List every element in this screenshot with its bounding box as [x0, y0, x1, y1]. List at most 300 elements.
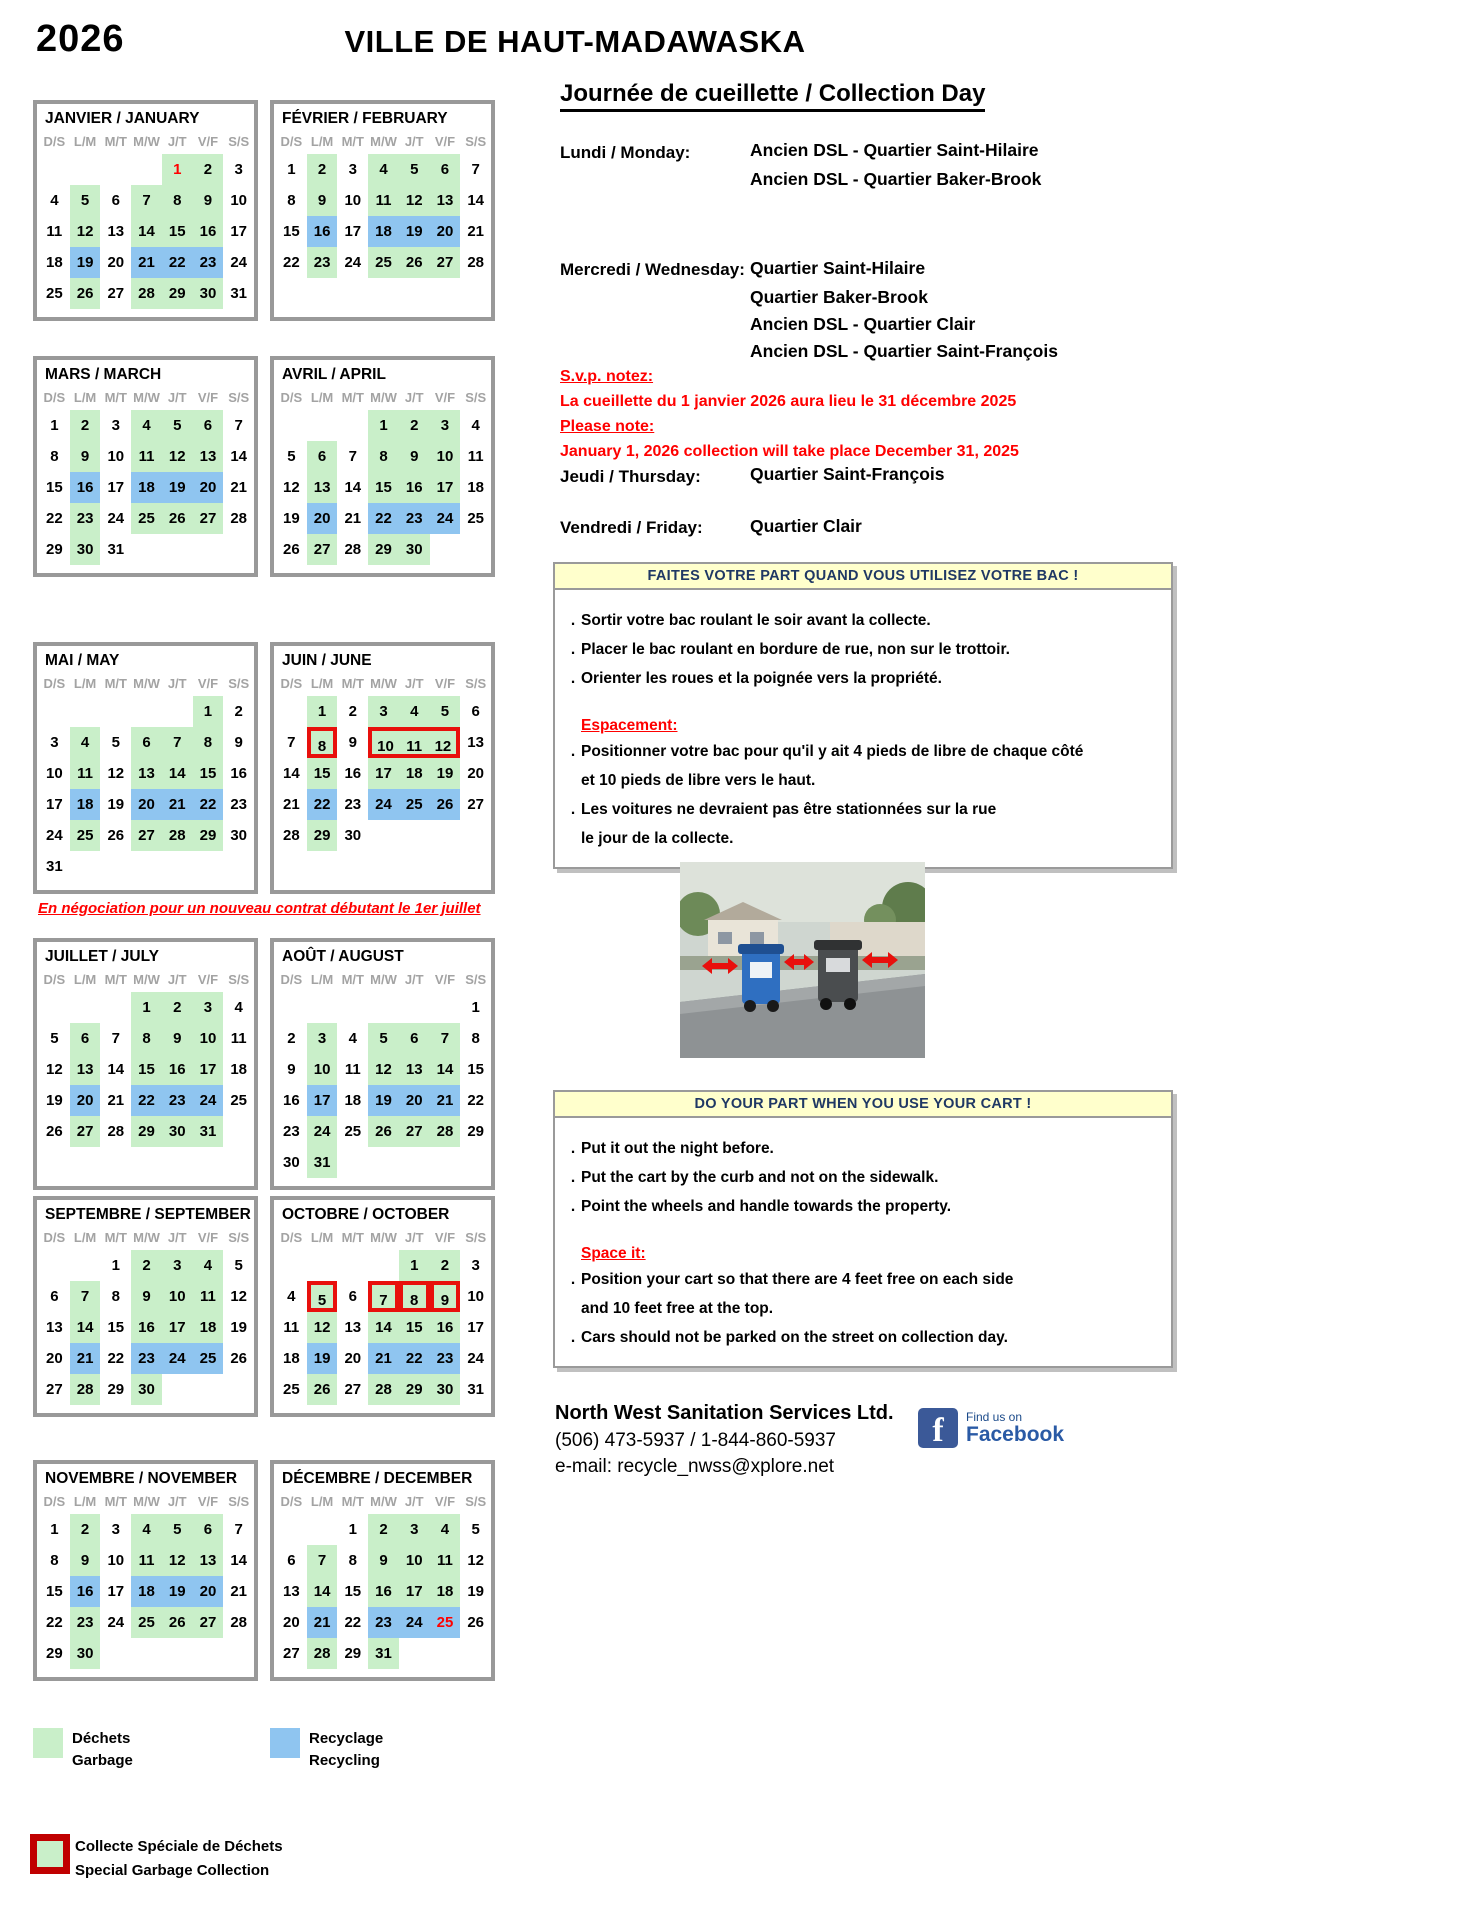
weekday-header [37, 1230, 254, 1250]
weekday-label: M/W [370, 390, 397, 405]
calendar-day: 25 [131, 503, 162, 534]
calendar-day: 20 [430, 216, 461, 247]
bullet-item [565, 1192, 1161, 1221]
calendar-day: 25 [430, 1607, 461, 1638]
calendar-week [274, 1343, 491, 1374]
weekday-label: S/S [228, 390, 250, 405]
calendar-day: 12 [368, 1054, 399, 1085]
calendar-day: 11 [131, 441, 162, 472]
bullet-item [565, 737, 1161, 766]
calendar-day: 8 [471, 1030, 480, 1047]
calendar-day: 14 [307, 1576, 338, 1607]
calendar-day: 19 [162, 1576, 193, 1607]
calendar-day: 11 [430, 1545, 461, 1576]
calendar-day: 8 [399, 1281, 430, 1312]
calendar-day: 2 [307, 154, 338, 185]
calendar-day: 5 [307, 1281, 338, 1312]
calendar-week [274, 1374, 491, 1405]
weekday-label: V/F [197, 1494, 219, 1509]
calendar-day: 16 [399, 472, 430, 503]
weekday-label: V/F [434, 390, 456, 405]
calendar-day: 15 [107, 1319, 125, 1336]
calendar-week [274, 1281, 491, 1312]
bullet-text: Cars should not be parked on the street on collection day. [581, 1329, 1008, 1346]
calendar-day-empty [70, 851, 101, 882]
facebook-badge [918, 1408, 1064, 1448]
calendar-week [37, 185, 254, 216]
collection-day-heading: Journée de cueillette / Collection Day [560, 80, 985, 112]
label-monday: Lundi / Monday: [560, 143, 691, 162]
calendar-day: 3 [471, 1257, 480, 1274]
calendar-day: 7 [471, 161, 480, 178]
calendar-day: 21 [131, 247, 162, 278]
calendar-day-empty [100, 851, 131, 882]
bullet-item-continuation [565, 1294, 1161, 1323]
month-title: FÉVRIER / FEBRUARY [282, 110, 448, 127]
monday-value-2: Ancien DSL - Quartier Baker-Brook [750, 169, 1042, 189]
calendar-day: 10 [230, 192, 248, 209]
calendar-week [37, 1545, 254, 1576]
calendar-day: 18 [131, 1576, 162, 1607]
photo-grey-cart [814, 940, 862, 1010]
calendar-day-empty [162, 1374, 193, 1405]
calendar-day: 12 [307, 1312, 338, 1343]
bullet-dot: . [570, 1169, 576, 1186]
calendar-day: 24 [107, 510, 125, 527]
calendar-week [37, 154, 254, 185]
calendar-day: 29 [46, 1645, 63, 1662]
calendar-day: 25 [399, 789, 430, 820]
weekday-label: M/W [133, 676, 160, 691]
weekday-header [37, 134, 254, 154]
month-title: OCTOBRE / OCTOBER [282, 1206, 450, 1223]
calendar-week [274, 1054, 491, 1085]
calendar-day: 16 [193, 216, 224, 247]
calendar-day: 11 [70, 758, 101, 789]
calendar-day: 21 [283, 796, 300, 813]
calendar-week [37, 1250, 254, 1281]
weekday-label: M/W [133, 134, 160, 149]
calendar-day: 20 [193, 1576, 224, 1607]
weekday-label: V/F [434, 1230, 456, 1245]
calendar-day: 15 [46, 1583, 63, 1600]
calendar-day: 30 [399, 534, 430, 565]
calendar-day-empty [39, 696, 70, 727]
calendar-week [37, 851, 254, 882]
calendar-day: 31 [467, 1381, 485, 1398]
calendar-day: 20 [283, 1614, 300, 1631]
calendar-day-empty [307, 1250, 338, 1281]
calendar-day-empty [368, 992, 399, 1023]
calendar-month [270, 356, 495, 577]
calendar-day: 18 [430, 1576, 461, 1607]
calendar-day: 29 [307, 820, 338, 851]
weekday-label: L/M [73, 134, 97, 149]
weekday-label: V/F [197, 1230, 219, 1245]
page-year: 2026 [36, 18, 125, 60]
calendar-day: 25 [368, 247, 399, 278]
calendar-day: 10 [344, 192, 362, 209]
calendar-day: 27 [430, 247, 461, 278]
calendar-day: 15 [467, 1061, 485, 1078]
calendar-day: 7 [368, 1281, 399, 1312]
facebook-icon: f [918, 1408, 958, 1448]
special-label-fr: Collecte Spéciale de Déchets [75, 1838, 283, 1855]
calendar-day: 10 [430, 441, 461, 472]
calendar-day: 2 [193, 154, 224, 185]
calendar-week [37, 1116, 254, 1147]
calendar-week [274, 1312, 491, 1343]
calendar-day: 3 [430, 410, 461, 441]
weekday-label: L/M [310, 134, 334, 149]
weekday-label: V/F [434, 1494, 456, 1509]
weekday-label: L/M [73, 1230, 97, 1245]
month-title: MARS / MARCH [45, 366, 162, 383]
calendar-day: 5 [399, 154, 430, 185]
weekday-label: S/S [228, 676, 250, 691]
calendar-day: 1 [348, 1521, 357, 1538]
calendar-day: 25 [131, 1607, 162, 1638]
calendar-day: 19 [467, 1583, 485, 1600]
calendar-day: 23 [368, 1607, 399, 1638]
bullet-dot: . [570, 743, 576, 760]
calendar-day-empty [460, 534, 491, 565]
calendar-day: 5 [430, 696, 461, 727]
calendar-day: 4 [471, 417, 480, 434]
calendar-day: 18 [344, 1092, 362, 1109]
calendar-day: 2 [70, 1514, 101, 1545]
calendar-day-empty [223, 1374, 254, 1405]
label-wednesday: Mercredi / Wednesday: [560, 260, 745, 279]
calendar-day: 9 [131, 1281, 162, 1312]
calendar-day: 28 [230, 1614, 248, 1631]
calendar-day: 28 [70, 1374, 101, 1405]
weekday-header [37, 676, 254, 696]
calendar-week [274, 1147, 491, 1178]
calendar-day: 1 [287, 161, 296, 178]
calendar-day: 10 [467, 1288, 485, 1305]
calendar-day: 1 [50, 417, 59, 434]
weekday-label: M/W [370, 676, 397, 691]
calendar-day: 23 [131, 1343, 162, 1374]
bullet-text: Placer le bac roulant en bordure de rue, non sur le trottoir. [581, 641, 1010, 658]
calendar-day-empty [399, 1638, 430, 1669]
weekday-label: M/T [104, 390, 127, 405]
weekday-label: D/S [43, 972, 66, 987]
garbage-label-en: Garbage [72, 1752, 133, 1769]
weekday-header [274, 972, 491, 992]
calendar-day: 13 [283, 1583, 300, 1600]
calendar-month [33, 938, 258, 1190]
calendar-day-empty [430, 1638, 461, 1669]
calendar-day: 3 [111, 417, 120, 434]
calendar-day: 12 [283, 479, 300, 496]
bullet-dot [565, 1294, 581, 1323]
bullet-text: Put it out the night before. [581, 1140, 774, 1157]
calendar-day: 25 [467, 510, 485, 527]
calendar-day: 22 [131, 1085, 162, 1116]
wednesday-value-4: Ancien DSL - Quartier Saint-François [750, 341, 1058, 361]
calendar-day: 14 [467, 192, 485, 209]
calendar-day: 8 [287, 192, 296, 209]
calendar-day: 6 [193, 410, 224, 441]
month-title: JANVIER / JANUARY [45, 110, 200, 127]
weekday-label: M/T [341, 972, 364, 987]
weekday-label: J/T [404, 134, 424, 149]
calendar-day: 12 [107, 765, 125, 782]
note-fr: La cueillette du 1 janvier 2026 aura lieu le 31 décembre 2025 [560, 393, 1017, 410]
calendar-day: 1 [131, 992, 162, 1023]
note-en: January 1, 2026 collection will take place December 31, 2025 [560, 443, 1019, 460]
weekday-header [274, 1230, 491, 1250]
calendar-week [37, 1281, 254, 1312]
calendar-day: 12 [46, 1061, 63, 1078]
calendar-day: 31 [368, 1638, 399, 1669]
calendar-week [37, 1514, 254, 1545]
calendar-day: 21 [70, 1343, 101, 1374]
calendar-day: 27 [307, 534, 338, 565]
weekday-label: M/T [104, 972, 127, 987]
calendar-day: 15 [283, 223, 300, 240]
calendar-day: 24 [368, 789, 399, 820]
calendar-day: 20 [307, 503, 338, 534]
calendar-day: 31 [307, 1147, 338, 1178]
calendar-day: 28 [283, 827, 300, 844]
calendar-day: 14 [230, 1552, 248, 1569]
calendar-day: 20 [70, 1085, 101, 1116]
calendar-week [274, 247, 491, 278]
calendar-day: 24 [107, 1614, 125, 1631]
calendar-day: 8 [348, 1552, 357, 1569]
bullet-dot: . [570, 641, 576, 658]
calendar-week [274, 1514, 491, 1545]
month-title: DÉCEMBRE / DECEMBER [282, 1470, 473, 1487]
calendar-day: 6 [307, 441, 338, 472]
calendar-day: 5 [111, 734, 120, 751]
month-title: JUIN / JUNE [282, 652, 372, 669]
calendar-day: 9 [430, 1281, 461, 1312]
calendar-day-empty [223, 1116, 254, 1147]
calendar-day: 17 [368, 758, 399, 789]
calendar-day-empty [307, 410, 338, 441]
calendar-day: 14 [230, 448, 248, 465]
bullet-item [565, 635, 1161, 664]
calendar-day: 24 [344, 254, 362, 271]
calendar-day-empty [460, 1638, 491, 1669]
calendar-week [37, 1054, 254, 1085]
calendar-day: 20 [107, 254, 125, 271]
calendar-day: 17 [467, 1319, 485, 1336]
calendar-day-empty [223, 1638, 254, 1669]
calendar-day: 25 [283, 1381, 300, 1398]
weekday-label: V/F [197, 390, 219, 405]
calendar-day: 30 [430, 1374, 461, 1405]
calendar-day: 4 [287, 1288, 296, 1305]
calendar-day: 26 [283, 541, 300, 558]
carts-photo [680, 862, 925, 1058]
calendar-day: 21 [230, 1583, 248, 1600]
calendar-week [37, 992, 254, 1023]
recycling-swatch [270, 1728, 300, 1758]
calendar-week [37, 1638, 254, 1669]
weekday-label: V/F [197, 676, 219, 691]
calendar-day: 18 [399, 758, 430, 789]
calendar-day: 14 [131, 216, 162, 247]
weekday-label: V/F [434, 676, 456, 691]
calendar-day: 28 [107, 1123, 125, 1140]
bullet-item [565, 606, 1161, 635]
calendar-month [33, 1460, 258, 1681]
calendar-day: 6 [131, 727, 162, 758]
weekday-label: L/M [73, 1494, 97, 1509]
weekday-label: L/M [73, 972, 97, 987]
calendar-day: 9 [307, 185, 338, 216]
weekday-label: J/T [167, 1494, 187, 1509]
fr-cart-box [553, 562, 1173, 869]
calendar-day: 27 [131, 820, 162, 851]
calendar-day: 27 [107, 285, 125, 302]
calendar-day: 19 [230, 1319, 248, 1336]
calendar-day: 12 [162, 1545, 193, 1576]
facebook-label: Facebook [966, 1422, 1065, 1446]
weekday-label: M/T [104, 134, 127, 149]
calendar-day: 20 [467, 765, 485, 782]
calendar-day: 30 [344, 827, 362, 844]
bullet-dot: . [570, 1271, 576, 1288]
calendar-day: 9 [70, 1545, 101, 1576]
bullet-dot: . [570, 670, 576, 687]
fr-spacing-heading: Espacement: [581, 717, 678, 734]
calendar-day: 6 [50, 1288, 59, 1305]
calendar-day: 23 [70, 503, 101, 534]
calendar-day: 4 [234, 999, 243, 1016]
calendar-day: 31 [193, 1116, 224, 1147]
calendar-week [274, 216, 491, 247]
calendar-day: 23 [344, 796, 362, 813]
weekday-label: V/F [197, 134, 219, 149]
calendar-day: 30 [283, 1154, 300, 1171]
weekday-label: J/T [167, 972, 187, 987]
calendar-day: 8 [162, 185, 193, 216]
calendar-week [274, 185, 491, 216]
calendar-week [274, 1638, 491, 1669]
calendar-day-empty [70, 154, 101, 185]
calendar-day-empty [276, 696, 307, 727]
weekday-label: J/T [404, 390, 424, 405]
calendar-month [270, 1460, 495, 1681]
calendar-day-empty [399, 820, 430, 851]
calendar-day: 9 [399, 441, 430, 472]
calendar-day: 8 [131, 1023, 162, 1054]
calendar-day: 29 [193, 820, 224, 851]
page-title: VILLE DE HAUT-MADAWASKA [344, 24, 806, 59]
calendar-day: 21 [430, 1085, 461, 1116]
calendar-day: 27 [70, 1116, 101, 1147]
calendar-day-empty [193, 851, 224, 882]
calendar-month [33, 1196, 258, 1417]
weekday-label: M/W [370, 972, 397, 987]
calendar-day: 2 [399, 410, 430, 441]
bullet-text: et 10 pieds de libre vers le haut. [581, 772, 816, 789]
calendar-day: 9 [368, 1545, 399, 1576]
calendar-week [37, 216, 254, 247]
calendar-day: 29 [107, 1381, 125, 1398]
calendar-day: 16 [70, 1576, 101, 1607]
calendar-day: 25 [70, 820, 101, 851]
en-spacing-items [565, 1265, 1161, 1352]
calendar-day: 7 [307, 1545, 338, 1576]
calendar-day: 3 [111, 1521, 120, 1538]
calendar-day: 21 [307, 1607, 338, 1638]
calendar-day: 25 [230, 1092, 248, 1109]
calendar-day: 11 [399, 727, 430, 758]
calendar-day: 7 [430, 1023, 461, 1054]
calendar-day: 14 [70, 1312, 101, 1343]
special-swatch [30, 1834, 70, 1874]
calendar-day: 23 [307, 247, 338, 278]
calendar-day: 1 [111, 1257, 120, 1274]
weekday-label: M/W [370, 1230, 397, 1245]
calendar-day: 30 [70, 1638, 101, 1669]
calendar-day: 5 [70, 185, 101, 216]
weekday-label: M/T [341, 390, 364, 405]
calendar-day: 6 [471, 703, 480, 720]
calendar-day: 29 [399, 1374, 430, 1405]
calendar-day: 3 [193, 992, 224, 1023]
recycling-label-fr: Recyclage [309, 1730, 384, 1747]
calendar-day-empty [368, 1147, 399, 1178]
weekday-label: D/S [43, 1494, 66, 1509]
calendar-week [274, 696, 491, 727]
calendar-day-empty [70, 696, 101, 727]
calendar-day-empty [337, 410, 368, 441]
calendar-day: 1 [307, 696, 338, 727]
calendar-day: 26 [162, 503, 193, 534]
calendar-day: 28 [430, 1116, 461, 1147]
weekday-label: M/W [133, 1230, 160, 1245]
calendar-day: 4 [131, 410, 162, 441]
en-spacing-heading: Space it: [581, 1245, 646, 1262]
calendar-day: 22 [368, 503, 399, 534]
calendar-day: 29 [344, 1645, 362, 1662]
calendar-day-empty [460, 1147, 491, 1178]
calendar-day: 8 [50, 448, 59, 465]
calendar-week [37, 820, 254, 851]
calendar-day: 20 [193, 472, 224, 503]
weekday-label: L/M [310, 1494, 334, 1509]
calendar-day: 4 [430, 1514, 461, 1545]
calendar-day-empty [70, 992, 101, 1023]
label-friday: Vendredi / Friday: [560, 518, 703, 537]
calendar-day: 26 [399, 247, 430, 278]
calendar-day: 6 [348, 1288, 357, 1305]
calendar-day: 5 [50, 1030, 59, 1047]
bullet-dot [565, 766, 581, 795]
calendar-day: 2 [131, 1250, 162, 1281]
calendar-week [274, 410, 491, 441]
weekday-header [37, 972, 254, 992]
calendar-week [37, 758, 254, 789]
calendar-day: 31 [107, 541, 125, 558]
calendar-day: 13 [107, 223, 125, 240]
calendar-day: 20 [399, 1085, 430, 1116]
calendar-day-empty [430, 820, 461, 851]
weekday-label: D/S [280, 1494, 303, 1509]
calendar-day: 21 [368, 1343, 399, 1374]
weekday-label: S/S [465, 676, 487, 691]
calendar-day: 27 [467, 796, 485, 813]
calendar-day: 14 [368, 1312, 399, 1343]
